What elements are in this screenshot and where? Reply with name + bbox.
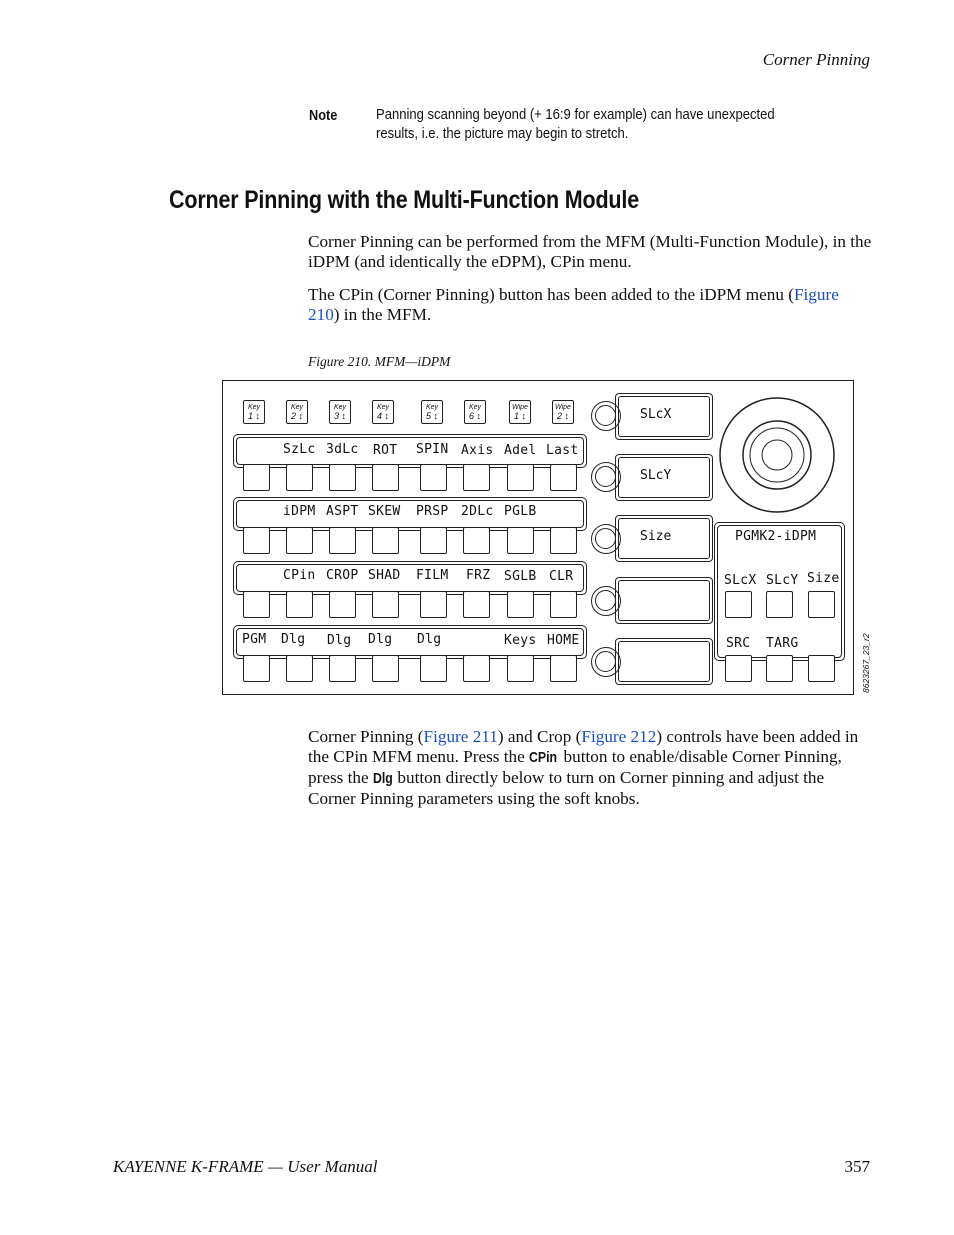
label-dlg-4: Dlg [417, 632, 442, 647]
label-idpm: iDPM [283, 504, 316, 519]
figure-caption: Figure 210. MFM—iDPM [308, 354, 451, 369]
row2-button-7 [507, 527, 534, 554]
row2-button-3 [329, 527, 356, 554]
row1-button-2 [286, 464, 313, 491]
row2-button-1 [243, 527, 270, 554]
label-keys: Keys [504, 633, 537, 648]
row1-button-6 [463, 464, 490, 491]
label-last: Last [546, 443, 579, 458]
sub-button-3 [808, 655, 835, 682]
cpin-button-ref: CPin [529, 749, 558, 766]
label-skew: SKEW [368, 504, 401, 519]
label-spin: SPIN [416, 442, 449, 457]
key-3-button: Key 3 ↕ [329, 400, 351, 424]
label-dlg-3: Dlg [368, 632, 393, 647]
paragraph-controls [308, 727, 873, 809]
row3-button-8 [550, 591, 577, 618]
figure-212-link[interactable]: Figure 212 [581, 727, 657, 746]
label-axis: Axis [461, 443, 494, 458]
para3-text-b: ) and Crop ( [497, 727, 582, 746]
key-2-button: Key 2 ↕ [286, 400, 308, 424]
page-number: 357 [844, 1157, 870, 1176]
row4-button-7 [507, 655, 534, 682]
row3-button-5 [420, 591, 447, 618]
sub-button-src [725, 655, 752, 682]
wipe-2-button: Wipe 2 ↕ [552, 400, 574, 424]
label-rot: ROT [373, 443, 398, 458]
row4-button-2 [286, 655, 313, 682]
mfm-panel-figure [222, 380, 871, 695]
label-home: HOME [547, 633, 580, 648]
label-clr: CLR [549, 569, 574, 584]
knob-display-4 [615, 577, 713, 624]
knob-display-1: SLcX [615, 393, 713, 440]
para3-text-a: Corner Pinning ( [308, 727, 424, 746]
row1-button-3 [329, 464, 356, 491]
para3-text-e: button directly below to turn on Corner pinning and adjust the Corner Pinning parameters using the soft knobs. [308, 768, 825, 808]
label-szlc: SzLc [283, 442, 316, 457]
label-adel: Adel [504, 443, 537, 458]
row1-button-4 [372, 464, 399, 491]
row3-button-3 [329, 591, 356, 618]
key-1-button: Key 1 ↕ [243, 400, 265, 424]
section-heading: Corner Pinning with the Multi-Function Module [169, 186, 639, 214]
key-4-button: Key 4 ↕ [372, 400, 394, 424]
label-shad: SHAD [368, 568, 401, 583]
dlg-button-ref: Dlg [372, 770, 393, 787]
figure-211-link[interactable]: Figure 211 [423, 727, 498, 746]
label-2dlc: 2DLc [461, 504, 494, 519]
row2-button-6 [463, 527, 490, 554]
label-prsp: PRSP [416, 504, 449, 519]
row4-button-6 [463, 655, 490, 682]
key-6-button: Key 6 ↕ [464, 400, 486, 424]
row1-button-7 [507, 464, 534, 491]
sub-label-src: SRC [726, 636, 751, 651]
row2-button-5 [420, 527, 447, 554]
row3-button-2 [286, 591, 313, 618]
row3-button-6 [463, 591, 490, 618]
label-pgm: PGM [242, 632, 267, 647]
knob-display-2: SLcY [615, 454, 713, 501]
row4-button-4 [372, 655, 399, 682]
row2-button-8 [550, 527, 577, 554]
footer-title: KAYENNE K-FRAME — User Manual [113, 1157, 378, 1176]
row1-button-5 [420, 464, 447, 491]
label-sglb: SGLB [504, 569, 537, 584]
row1-button-8 [550, 464, 577, 491]
key-5-button: Key 5 ↕ [421, 400, 443, 424]
label-dlg-2: Dlg [327, 633, 352, 648]
sub-label-slcy: SLcY [766, 573, 799, 588]
row3-button-7 [507, 591, 534, 618]
sub-label-size: Size [807, 571, 840, 586]
para3-text-d: button to enable/disable Corner Pinning, press the [308, 747, 842, 787]
label-cpin: CPin [283, 568, 316, 583]
sub-button-size [808, 591, 835, 618]
sub-button-slcy [766, 591, 793, 618]
row4-button-5 [420, 655, 447, 682]
label-pglb: PGLB [504, 504, 537, 519]
knob-display-5 [615, 638, 713, 685]
figure-210-link[interactable]: Figure 210 [308, 285, 839, 324]
label-crop: CROP [326, 568, 359, 583]
wipe-1-button: Wipe 1 ↕ [509, 400, 531, 424]
row4-button-8 [550, 655, 577, 682]
label-frz: FRZ [466, 568, 491, 583]
label-3dlc: 3dLc [326, 442, 359, 457]
paragraph-intro: Corner Pinning can be performed from the MFM (Multi-Function Module), in the iDPM (and identically the eDPM), CPin menu. [308, 232, 872, 271]
para2-text-a: The CPin (Corner Pinning) button has been added to the iDPM menu ( [308, 285, 794, 304]
row2-button-4 [372, 527, 399, 554]
para3-text-c: ) controls have been added in the CPin MFM menu. Press the [308, 727, 859, 766]
para2-text-b: ) in the MFM. [333, 305, 432, 324]
sub-label-targ: TARG [766, 636, 799, 651]
sub-label-slcx: SLcX [724, 573, 757, 588]
running-header: Corner Pinning [762, 50, 870, 69]
note-label: Note [309, 107, 338, 124]
row3-button-4 [372, 591, 399, 618]
sub-panel-title: PGMK2-iDPM [735, 529, 817, 544]
sub-button-slcx [725, 591, 752, 618]
row2-button-2 [286, 527, 313, 554]
knob-display-3: Size [615, 515, 713, 562]
row3-button-1 [243, 591, 270, 618]
figure-id: 8623267_23_r2 [861, 633, 871, 693]
row4-button-1 [243, 655, 270, 682]
row1-button-1 [243, 464, 270, 491]
row4-button-3 [329, 655, 356, 682]
label-film: FILM [416, 568, 449, 583]
label-aspt: ASPT [326, 504, 359, 519]
paragraph-cpin-button [308, 285, 873, 325]
sub-button-targ [766, 655, 793, 682]
joystick-icon [717, 395, 837, 515]
note-text: Panning scanning beyond (+ 16:9 for example) can have unexpected results, i.e. the picture may begin to stretch. [376, 107, 775, 142]
label-dlg-1: Dlg [281, 632, 306, 647]
